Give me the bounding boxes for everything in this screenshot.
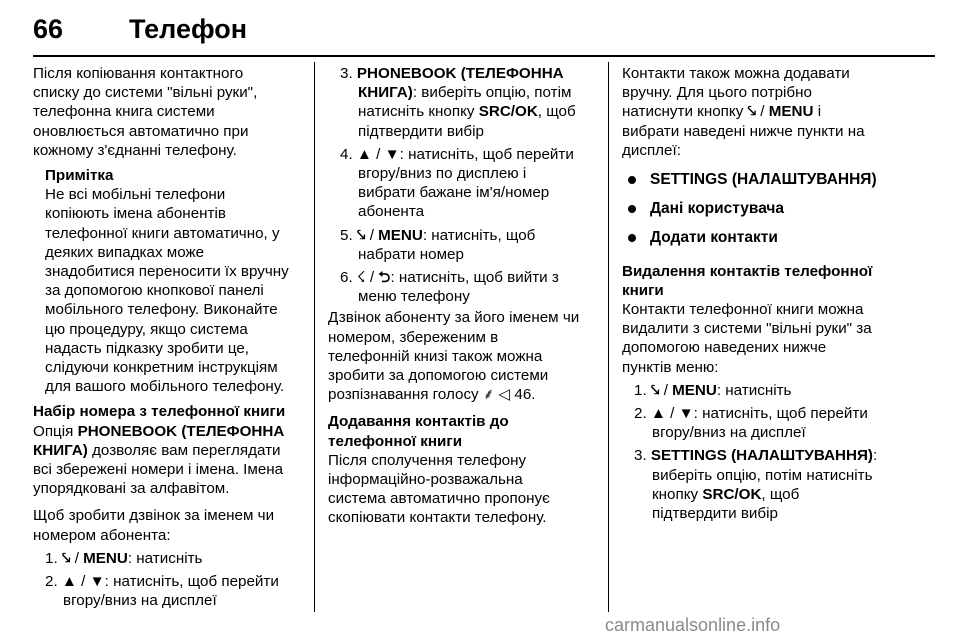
text-line: скопіювати контакти телефону.: [328, 509, 547, 527]
step-text: ▲ / ▼: натисніть, щоб перейти: [356, 145, 574, 163]
step-item: [622, 446, 890, 465]
text-line: система автоматично пропонує: [328, 490, 550, 508]
step-continuation: підтвердити вибір: [652, 505, 778, 523]
step-text: :: [872, 447, 878, 465]
bullet-text: SETTINGS (НАЛАШТУВАННЯ): [650, 171, 877, 189]
text-line: упорядковані за алфавітом.: [33, 480, 230, 498]
note-block: [33, 166, 301, 396]
menu-option: PHONEBOOK (ТЕЛЕФОННА: [356, 65, 564, 82]
step-item: 1. ⤥ / MENU: натисніть: [634, 381, 792, 399]
note-line: знадобитися переносити їх вручну: [45, 263, 289, 281]
bullet-icon: [628, 205, 636, 213]
watermark: carmanualsonline.info: [605, 615, 781, 635]
step-text: , щоб: [537, 103, 576, 121]
note-line: копіюють імена абонентів: [45, 205, 226, 223]
note-line: цю процедуру, якщо система: [45, 320, 248, 338]
column-divider: [608, 62, 609, 612]
menu-key: MENU: [768, 103, 814, 121]
text-line: кожному з'єднанні телефону.: [33, 141, 237, 159]
text-line: пунктів меню:: [622, 358, 719, 376]
voice-recognition-icon: ⸙: [482, 386, 495, 404]
step-item: [33, 572, 301, 591]
step-number: 2.: [45, 573, 58, 591]
step-continuation: [328, 83, 593, 102]
bullet-icon: [628, 234, 636, 242]
step-number: 3.: [634, 447, 647, 465]
text-line: всі збережені номери і імена. Імена: [33, 461, 284, 479]
menu-option: КНИГА): [358, 84, 413, 102]
src-ok-key: SRC/OK: [478, 103, 538, 121]
note-line: телефонної книги автоматично, у: [45, 224, 280, 242]
step-continuation: [622, 485, 890, 504]
menu-option: SETTINGS (НАЛАШТУВАННЯ): [650, 447, 873, 465]
step-continuation: вгору/вниз на дисплеї: [652, 424, 806, 442]
phone-icon: ⤥: [747, 103, 757, 121]
note-line: мобільного телефону. Виконайте: [45, 301, 278, 319]
text-line: зробити за допомогою системи: [328, 367, 549, 385]
text-span: розпізнавання голосу: [328, 386, 483, 404]
text-line: допомогою наведених нижче: [622, 339, 827, 357]
step-continuation: абонента: [358, 203, 425, 221]
hang-up-icon: ☇: [356, 269, 366, 287]
text-line: вибрати наведені нижче пункти на: [622, 122, 865, 140]
page-header: [33, 0, 933, 50]
step-continuation: вибрати бажане ім'я/номер: [358, 184, 550, 202]
note-line: деяких випадках може: [45, 243, 205, 261]
bullet-item: [622, 170, 890, 189]
section-heading: Набір номера з телефонної книги: [33, 403, 286, 421]
step-text: ▲ / ▼: натисніть, щоб перейти: [650, 405, 868, 423]
text-line: дисплеї:: [622, 141, 681, 159]
step-item: 6. ☇ / ⮌: натисніть, щоб вийти з: [340, 269, 559, 287]
step-text: : натисніть, щоб вийти з: [390, 269, 559, 287]
step-item: [622, 404, 890, 423]
text-line: списку до системи "вільні руки",: [33, 84, 258, 102]
text-line: номером, збереженим в: [328, 328, 499, 346]
step-continuation: виберіть опцію, потім натисніть: [652, 466, 873, 484]
section-heading: Видалення контактів телефонної: [622, 262, 873, 280]
src-ok-key: SRC/OK: [702, 485, 762, 503]
text-line: номером абонента:: [33, 526, 171, 544]
step-number: 4.: [340, 145, 353, 163]
step-continuation: меню телефону: [358, 288, 470, 306]
column-divider: [314, 62, 315, 612]
step-number: 2.: [634, 405, 647, 423]
text-span: натиснути кнопку: [622, 103, 748, 121]
phone-icon: ⤥: [61, 549, 71, 567]
step-continuation: вгору/вниз по дисплею і: [358, 165, 527, 183]
text-span: і: [813, 103, 822, 121]
step-text: : виберіть опцію, потім: [412, 84, 572, 102]
step-number: 1.: [634, 381, 647, 399]
note-title: Примітка: [45, 167, 114, 185]
step-item: 5. ⤥ / MENU: натисніть, щоб: [340, 226, 536, 244]
text-line: телефонна книга системи: [33, 103, 215, 121]
menu-option: КНИГА): [33, 441, 88, 459]
text-line: вручну. Для цього потрібно: [622, 84, 812, 102]
text-line: Контакти телефонної книги можна: [622, 301, 864, 319]
text-line: телефонній книзі також можна: [328, 347, 543, 365]
note-line: слідуючи конкретним інструкціям: [45, 359, 278, 377]
step-text: : натисніть: [716, 381, 792, 399]
text-line: [328, 385, 593, 404]
column-2: [328, 64, 593, 528]
menu-key: MENU: [378, 226, 423, 244]
note-line: надасть підказку зробити це,: [45, 339, 250, 357]
back-icon: ⮌: [378, 269, 391, 287]
step-item: [328, 64, 593, 83]
step-text: : натисніть, щоб: [422, 226, 536, 244]
text-line: Дзвінок абоненту за його іменем чи: [328, 309, 580, 327]
bullet-item: [622, 228, 890, 247]
page-number: 66: [33, 14, 64, 44]
section-heading: книги: [622, 281, 664, 299]
step-continuation: вгору/вниз на дисплеї: [63, 592, 217, 610]
note-line: за допомогою кнопкової панелі: [45, 282, 264, 300]
text-span: Опція: [33, 422, 78, 440]
text-span: дозволяє вам переглядати: [87, 441, 281, 459]
bullet-text: Дані користувача: [650, 200, 785, 218]
menu-key: MENU: [672, 381, 717, 399]
step-item: [328, 145, 593, 164]
bullet-item: [622, 199, 890, 218]
step-text: , щоб: [761, 485, 800, 503]
step-item: [33, 549, 301, 568]
text-line: [33, 422, 301, 441]
menu-key: MENU: [83, 549, 128, 567]
column-3: [622, 64, 890, 523]
bullet-text: Додати контакти: [650, 229, 778, 247]
text-line: Щоб зробити дзвінок за іменем чи: [33, 507, 275, 525]
step-text: натисніть кнопку: [358, 103, 479, 121]
section-heading: телефонної книги: [328, 432, 463, 450]
page-reference: ◁ 46.: [498, 386, 536, 404]
text-line: Після сполучення телефону: [328, 451, 527, 469]
note-line: для вашого мобільного телефону.: [45, 378, 285, 396]
step-text: ▲ / ▼: натисніть, щоб перейти: [61, 573, 279, 591]
page-title: Телефон: [129, 14, 248, 44]
step-text: : натисніть: [127, 549, 203, 567]
text-line: Контакти також можна додавати: [622, 65, 850, 82]
text-line: оновлюється автоматично при: [33, 122, 249, 140]
step-continuation: [328, 102, 593, 121]
step-continuation: набрати номер: [358, 245, 464, 263]
separator: /: [70, 549, 84, 567]
step-number: 3.: [340, 65, 353, 82]
step-number: 6.: [340, 269, 353, 287]
note-line: Не всі мобільні телефони: [45, 186, 226, 204]
step-number: 5.: [340, 226, 353, 244]
column-1: [33, 64, 301, 610]
phone-icon: ⤥: [356, 226, 366, 244]
menu-option: PHONEBOOK (ТЕЛЕФОННА: [77, 422, 285, 440]
section-heading: Додавання контактів до: [328, 413, 509, 431]
text-line: [33, 441, 301, 460]
bullet-icon: [628, 176, 636, 184]
step-text: кнопку: [652, 485, 703, 503]
text-line: натиснути кнопку ⤥ / MENU і: [622, 103, 822, 121]
step-continuation: підтвердити вибір: [358, 122, 484, 140]
phone-icon: ⤥: [650, 381, 660, 399]
header-rule: [33, 55, 935, 57]
text-line: видалити з системи "вільні руки" за: [622, 320, 872, 338]
text-line: Після копіювання контактного: [33, 65, 244, 82]
text-line: інформаційно-розважальна: [328, 471, 523, 489]
step-number: 1.: [45, 549, 58, 567]
